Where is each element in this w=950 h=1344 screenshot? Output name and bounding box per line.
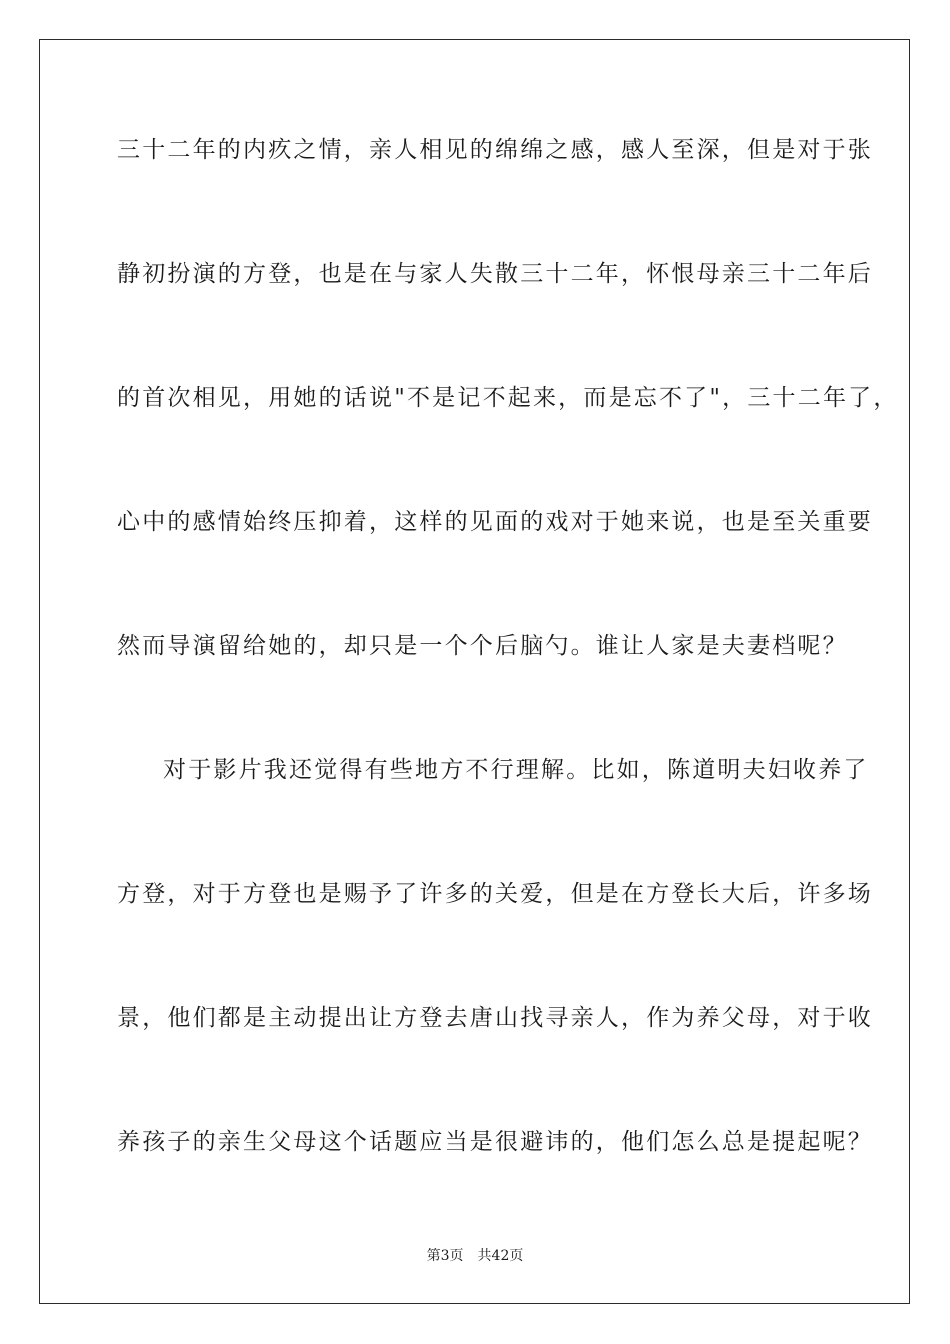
page-total: 共42页	[477, 1248, 524, 1264]
page-border	[39, 39, 910, 1304]
body-line-8: 景，他们都是主动提出让方登去唐山找寻亲人，作为养父母，对于收	[117, 1005, 873, 1031]
body-line-6: 对于影片我还觉得有些地方不行理解。比如，陈道明夫妇收养了	[163, 757, 869, 783]
body-line-3: 的首次相见，用她的话说"不是记不起来，而是忘不了"，三十二年了，	[117, 385, 899, 411]
body-line-5: 然而导演留给她的，却只是一个个后脑勺。谁让人家是夫妻档呢？	[117, 633, 848, 659]
body-line-1: 三十二年的内疚之情，亲人相见的绵绵之感，感人至深，但是对于张	[117, 137, 873, 163]
page-number: 第3页	[426, 1248, 464, 1264]
body-line-9: 养孩子的亲生父母这个话题应当是很避讳的，他们怎么总是提起呢？	[117, 1129, 873, 1155]
body-line-7: 方登，对于方登也是赐予了许多的关爱，但是在方登长大后，许多场	[117, 881, 873, 907]
body-line-2: 静初扮演的方登，也是在与家人失散三十二年，怀恨母亲三十二年后	[117, 261, 873, 287]
body-line-4: 心中的感情始终压抑着，这样的见面的戏对于她来说，也是至关重要	[117, 509, 873, 535]
page-footer	[0, 1246, 950, 1266]
